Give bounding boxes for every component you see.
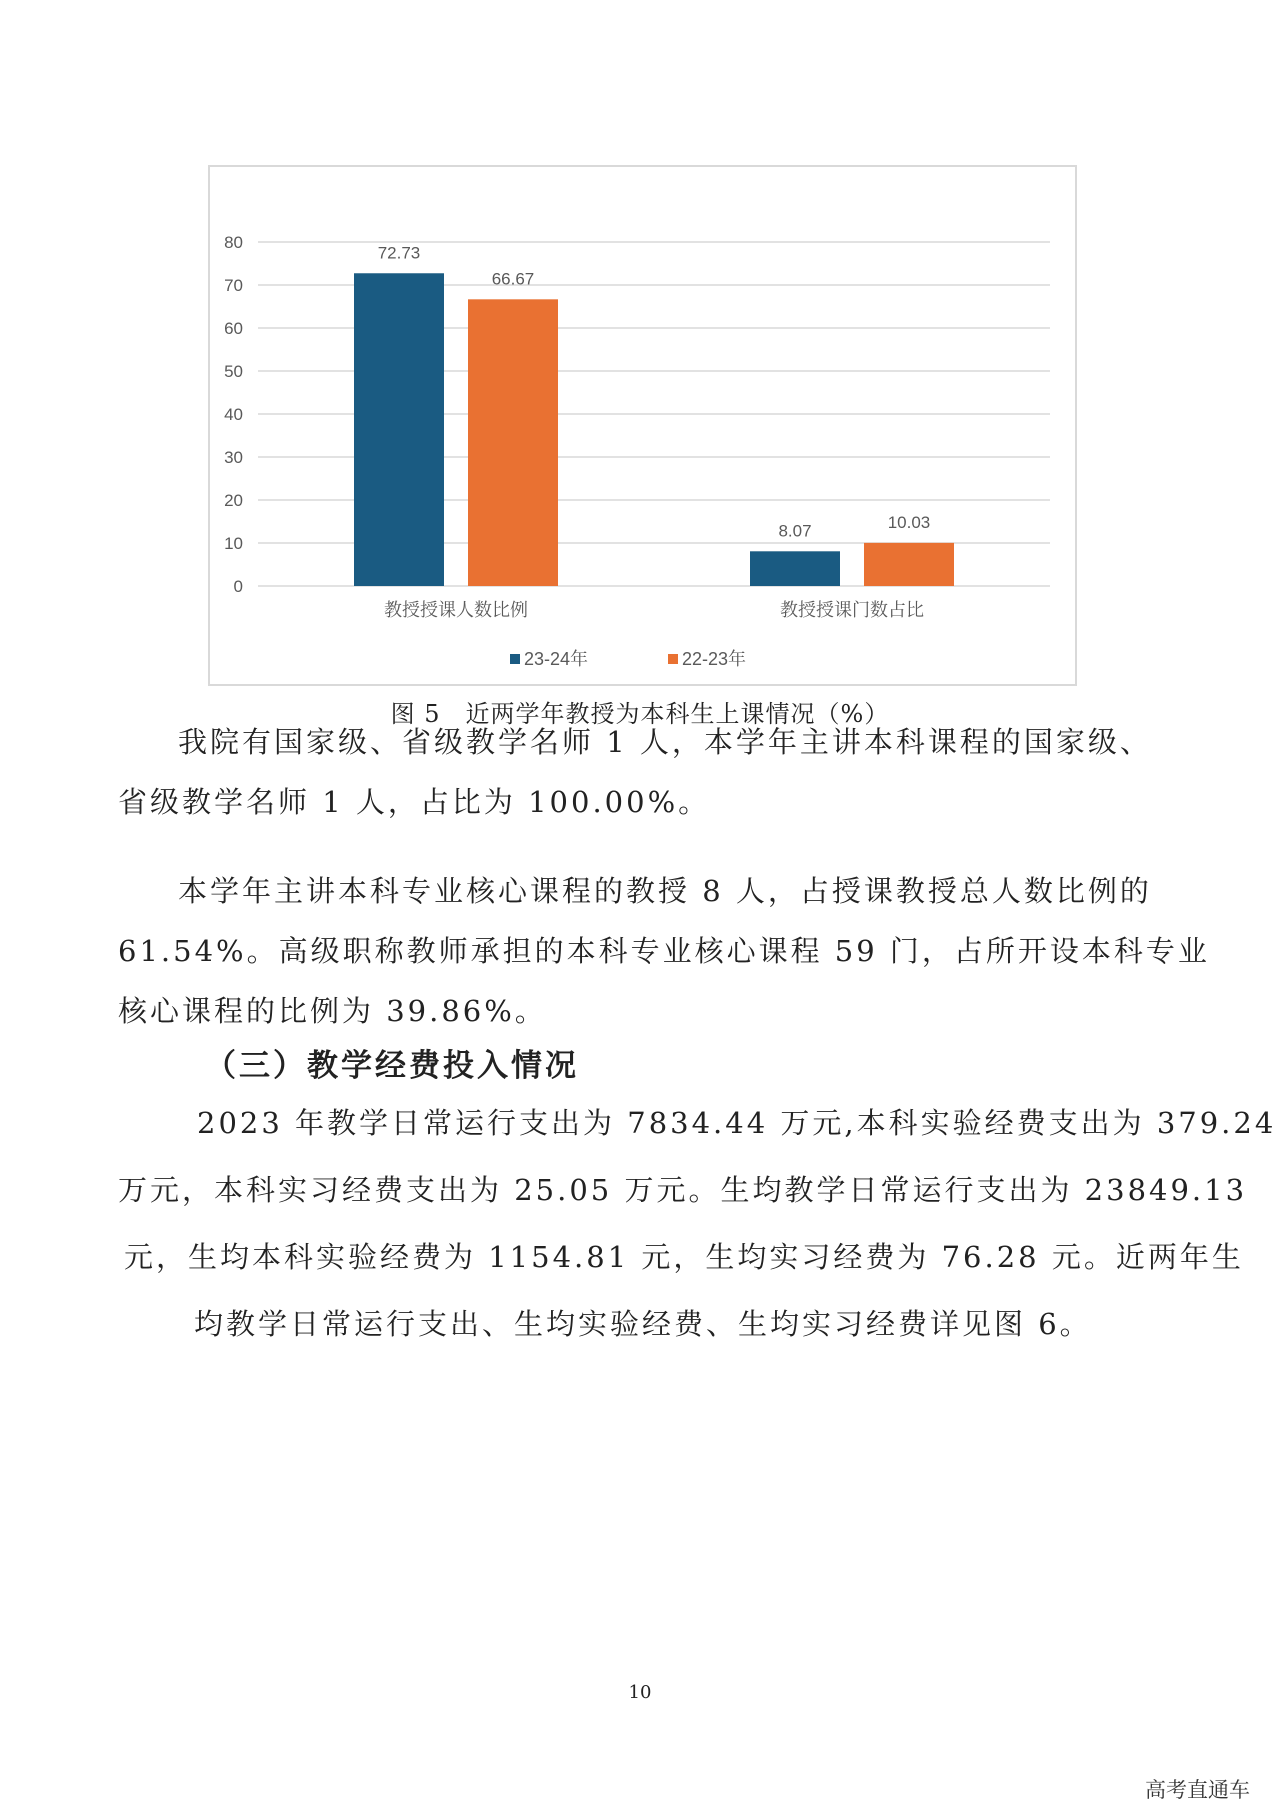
section-heading: （三）教学经费投入情况 (205, 1048, 579, 1084)
legend-swatch (510, 654, 520, 664)
paragraph-line: 本学年主讲本科专业核心课程的教授 8 人，占授课教授总人数比例的 (178, 874, 1152, 908)
paragraph-line: 省级教学名师 1 人，占比为 100.00%。 (118, 785, 711, 819)
paragraph-core-courses (118, 861, 1210, 1041)
y-tick-label: 0 (233, 577, 243, 596)
data-label: 66.67 (491, 269, 535, 289)
figure-caption: 图 5 近两学年教授为本科生上课情况（%） (390, 700, 890, 728)
legend-label: 22-23年 (682, 649, 747, 669)
y-tick-label: 60 (224, 319, 243, 338)
paragraph-line: 61.54%。高级职称教师承担的本科专业核心课程 59 门，占所开设本科专业 (118, 934, 1210, 968)
page-number: 10 (628, 1682, 652, 1703)
bar (864, 543, 954, 586)
paragraph-teachers (118, 712, 1168, 832)
data-label: 10.03 (887, 512, 931, 532)
y-tick-label: 30 (224, 448, 243, 467)
paragraph-funding (118, 1090, 1277, 1358)
y-tick-label: 20 (224, 491, 243, 510)
x-tick-label: 教授授课人数比例 (384, 600, 528, 620)
y-tick-label: 40 (224, 405, 243, 424)
bar (468, 299, 558, 586)
paragraph-line: 均教学日常运行支出、生均实验经费、生均实习经费详见图 6。 (194, 1307, 1092, 1341)
paragraph-line: 我院有国家级、省级教学名师 1 人，本学年主讲本科课程的国家级、 (178, 725, 1152, 759)
y-tick-label: 80 (224, 233, 243, 252)
watermark: 高考直通车 (1145, 1778, 1250, 1802)
y-tick-label: 70 (224, 276, 243, 295)
legend-swatch (668, 654, 678, 664)
chart-canvas (210, 167, 1075, 684)
paragraph-line: 元，生均本科实验经费为 1154.81 元，生均实习经费为 76.28 元。近两年生 (124, 1240, 1244, 1274)
y-tick-label: 50 (224, 362, 243, 381)
y-tick-label: 10 (224, 534, 243, 553)
bar (750, 551, 840, 586)
legend-label: 23-24年 (524, 649, 589, 669)
paragraph-line: 核心课程的比例为 39.86%。 (118, 994, 547, 1028)
x-tick-label: 教授授课门数占比 (780, 600, 924, 620)
data-label: 72.73 (377, 243, 421, 263)
paragraph-line: 2023 年教学日常运行支出为 7834.44 万元,本科实验经费支出为 379.24 (197, 1106, 1277, 1140)
data-label: 8.07 (778, 521, 812, 541)
paragraph-line: 万元，本科实习经费支出为 25.05 万元。生均教学日常运行支出为 23849.13 (118, 1173, 1248, 1207)
bar (354, 273, 444, 586)
bar-chart (208, 165, 1077, 686)
